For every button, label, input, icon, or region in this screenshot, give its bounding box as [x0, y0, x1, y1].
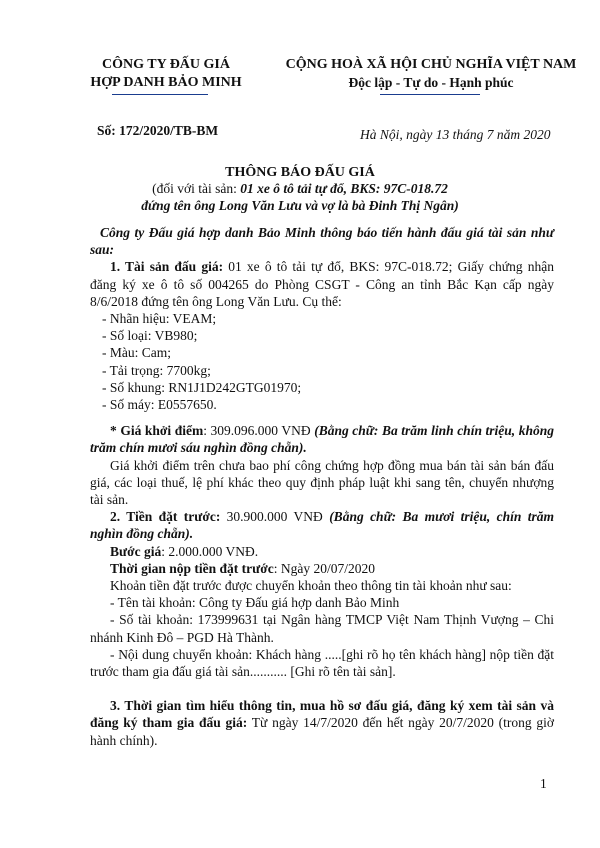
national-motto: Độc lập - Tự do - Hạnh phúc — [348, 75, 514, 90]
account-number: - Số tài khoản: 173999631 tại Ngân hàng TMCP Việt Nam Thịnh Vượng – Chi nhánh Kinh Đô – PGD Hà Thành. — [90, 611, 554, 645]
list-item: - Màu: Cam; — [102, 344, 554, 361]
list-item: - Số loại: VB980; — [102, 327, 554, 344]
starting-price-words: (Bằng chữ: Ba trăm linh chín triệu, không trăm chín mươi sáu nghìn đồng chẵn). — [90, 423, 554, 456]
starting-price — [90, 422, 554, 456]
section-2-label: 2. Tiền đặt trước: — [110, 509, 221, 525]
bid-step — [90, 543, 554, 560]
national-title: CỘNG HOÀ XÃ HỘI CHỦ NGHĨA VIỆT NAM — [285, 57, 577, 72]
company-name-line1: CÔNG TY ĐẤU GIÁ — [102, 57, 230, 72]
section-3 — [90, 697, 554, 749]
account-name: - Tên tài khoản: Công ty Đấu giá hợp danh Bảo Minh — [90, 594, 554, 611]
page-number: 1 — [540, 776, 547, 791]
deposit-time-label: Thời gian nộp tiền đặt trước — [110, 560, 274, 576]
transfer-content: - Nội dung chuyển khoản: Khách hàng .....[ghi rõ họ tên khách hàng] nộp tiền đặt trước tham gia đấu giá tài sản........... [Ghi rõ tên tài sản]. — [90, 646, 554, 680]
deposit-time-value: : Ngày 20/07/2020 — [273, 560, 375, 576]
deposit-words: (Bằng chữ: Ba mươi triệu, chín trăm nghìn đồng chẵn). — [90, 509, 554, 542]
starting-price-value: : 309.096.000 VNĐ — [203, 423, 315, 439]
document-body — [90, 224, 554, 749]
document-subtitle-owner: đứng tên ông Long Văn Lưu và vợ là bà Đinh Thị Ngân) — [141, 198, 459, 213]
section-3-label: 3. Thời gian tìm hiểu thông tin, mua hồ sơ đấu giá, đăng ký xem tài sản và đăng ký tham gia đấu giá: — [90, 698, 554, 731]
document-subtitle — [0, 181, 600, 197]
starting-price-label: * Giá khởi điểm — [110, 423, 204, 439]
motto-underline — [380, 94, 480, 95]
section-3-text: Từ ngày 14/7/2020 đến hết ngày 20/7/2020 (trong giờ hành chính). — [90, 715, 554, 748]
national-header — [280, 56, 582, 92]
intro-paragraph: Công ty Đấu giá hợp danh Bảo Minh thông báo tiến hành đấu giá tài sản như sau: — [90, 225, 554, 258]
list-item: - Nhãn hiệu: VEAM; — [102, 310, 554, 327]
company-header — [66, 56, 266, 92]
section-2 — [90, 508, 554, 542]
list-item: - Tải trọng: 7700kg; — [102, 362, 554, 379]
company-underline — [112, 94, 208, 95]
bid-step-value: : 2.000.000 VNĐ. — [161, 543, 259, 559]
document-title: THÔNG BÁO ĐẤU GIÁ — [225, 165, 375, 180]
starting-price-note: Giá khởi điểm trên chưa bao phí công chứng hợp đồng mua bán tài sản bán đấu giá, các loại thuế, lệ phí khác theo quy định pháp luật khi sang tên, chuyển nhượng tài sản. — [90, 457, 554, 508]
section-1 — [90, 258, 554, 310]
deposit-time — [90, 560, 554, 577]
subtitle-asset: 01 xe ô tô tải tự đổ, BKS: 97C-018.72 — [240, 181, 448, 196]
subtitle-prefix: (đối với tài sản: — [152, 181, 241, 196]
list-item: - Số máy: E0557650. — [102, 396, 554, 413]
document-date: Hà Nội, ngày 13 tháng 7 năm 2020 — [360, 127, 551, 142]
section-1-text: 01 xe ô tô tải tự đổ, BKS: 97C-018.72; Giấy chứng nhận đăng ký xe ô tô số 004265 do Phòng CSGT - Công an tỉnh Bắc Kạn cấp ngày 8/6/2018 đứng tên ông Long Văn Lưu. Cụ thể: — [90, 259, 554, 309]
deposit-value: 30.900.000 VNĐ — [220, 509, 330, 525]
asset-spec-list — [90, 310, 554, 413]
document-number: Số: 172/2020/TB-BM — [97, 123, 219, 138]
company-name-line2: HỢP DANH BẢO MINH — [90, 75, 242, 90]
transfer-intro: Khoản tiền đặt trước được chuyển khoản theo thông tin tài khoản như sau: — [110, 578, 512, 594]
bid-step-label: Bước giá — [110, 543, 162, 559]
section-1-label: 1. Tài sản đấu giá: — [110, 259, 224, 275]
list-item: - Số khung: RN1J1D242GTG01970; — [102, 379, 554, 396]
